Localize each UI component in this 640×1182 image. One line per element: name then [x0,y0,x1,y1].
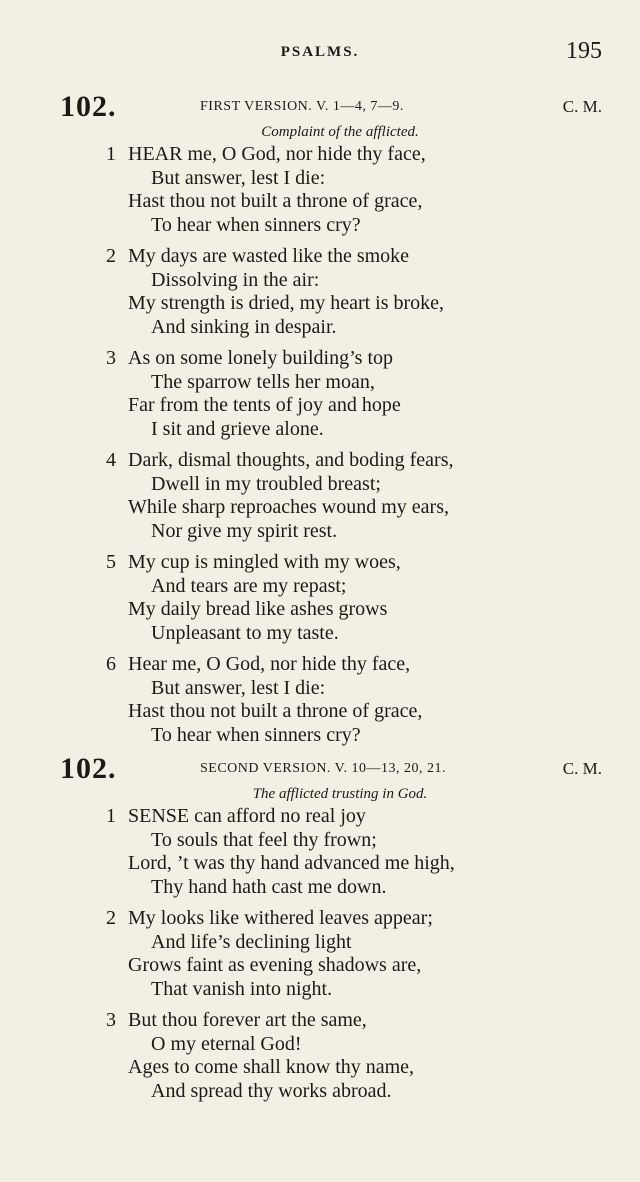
verse-line [0,449,640,473]
verse-line [0,292,640,316]
verse-text: Far from the tents of joy and hope [128,394,401,416]
hymn-number: 102. [60,752,117,785]
hymn-subtitle: Complaint of the afflicted. [261,124,419,140]
verse-line [0,371,640,395]
running-title: PSALMS. [280,44,360,60]
verse-text: Lord, ’t was thy hand advanced me high, [128,852,455,874]
verse-text: As on some lonely building’s top [128,347,393,369]
verse-line [0,978,640,1002]
stanza [0,449,640,543]
stanza [0,143,640,237]
verse-line [0,876,640,900]
stanza-number: 4 [106,449,116,471]
stanza [0,1009,640,1103]
hymn-heading [0,90,640,124]
hymn-meter: C. M. [562,97,602,116]
verse-text: Dwell in my troubled breast; [151,472,381,495]
verse-line [0,852,640,876]
verse-line [0,245,640,269]
stanza-number: 6 [106,653,116,675]
verse-text: Dark, dismal thoughts, and boding fears, [128,449,454,471]
verse-line [0,269,640,293]
verse-text: Ages to come shall know thy name, [128,1056,415,1078]
verse-text: O my eternal God! [151,1032,302,1055]
verse-text: But thou forever art the same, [128,1009,367,1031]
verse-line [0,724,640,748]
verse-text: Grows faint as evening shadows are, [128,954,422,976]
verse-text: My daily bread like ashes grows [128,598,388,620]
verse-line [0,829,640,853]
verse-line [0,622,640,646]
verse-line [0,347,640,371]
verse-text: But answer, lest I die: [151,676,326,699]
verse-text: Thy hand hath cast me down. [151,875,387,898]
verse-line [0,805,640,829]
verse-text: I sit and grieve alone. [151,417,324,440]
stanza-number: 3 [106,1009,116,1031]
hymn-subtitle: The afflicted trusting in God. [252,786,428,802]
stanza [0,653,640,747]
verse-line [0,520,640,544]
verse-text: Nor give my spirit rest. [151,519,338,542]
stanza-number: 1 [106,143,116,165]
verse-line [0,1080,640,1104]
stanza [0,245,640,339]
verse-text: And spread thy works abroad. [151,1079,392,1102]
verse-line [0,190,640,214]
verse-text: My strength is dried, my heart is broke, [128,292,445,314]
stanza [0,551,640,645]
verse-text: That vanish into night. [151,977,333,1000]
verse-text: SENSE can afford no real joy [128,805,366,827]
verse-text: And life’s declining light [151,930,352,953]
verse-line [0,1009,640,1033]
verse-text: Dissolving in the air: [151,268,320,291]
stanza-number: 2 [106,245,116,267]
verse-line [0,1056,640,1080]
verse-line [0,931,640,955]
page-number: 195 [566,38,602,64]
verse-line [0,143,640,167]
verse-line [0,575,640,599]
stanza-list [0,143,640,747]
verse-line [0,496,640,520]
stanza-number: 3 [106,347,116,369]
stanza-number: 5 [106,551,116,573]
verse-line [0,214,640,238]
verse-text: My looks like withered leaves appear; [128,907,433,929]
verse-text: And tears are my repast; [151,574,347,597]
verse-line [0,394,640,418]
verse-text: HEAR me, O God, nor hide thy face, [128,143,426,165]
verse-line [0,1033,640,1057]
verse-line [0,907,640,931]
hymn-second-version [0,752,640,1111]
verse-text: My cup is mingled with my woes, [128,551,401,573]
stanza-number: 2 [106,907,116,929]
hymn-number: 102. [60,90,117,123]
stanza [0,907,640,1001]
verse-line [0,551,640,575]
verse-line [0,316,640,340]
hymn-first-version [0,90,640,755]
hymn-version: FIRST VERSION. V. 1—4, 7—9. [200,99,404,114]
hymn-version: SECOND VERSION. V. 10—13, 20, 21. [200,761,446,776]
verse-line [0,653,640,677]
verse-text: The sparrow tells her moan, [151,370,375,393]
verse-text: While sharp reproaches wound my ears, [128,496,449,518]
verse-line [0,954,640,978]
verse-text: To hear when sinners cry? [151,213,361,236]
verse-line [0,418,640,442]
verse-text: My days are wasted like the smoke [128,245,410,267]
stanza [0,347,640,441]
verse-line [0,598,640,622]
verse-line [0,167,640,191]
hymn-heading [0,752,640,786]
stanza [0,805,640,899]
verse-text: Hear me, O God, nor hide thy face, [128,653,411,675]
verse-text: And sinking in despair. [151,315,337,338]
verse-text: To souls that feel thy frown; [151,828,377,851]
verse-line [0,473,640,497]
stanza-number: 1 [106,805,116,827]
stanza-list [0,805,640,1103]
hymn-meter: C. M. [562,759,602,778]
verse-text: But answer, lest I die: [151,166,326,189]
verse-line [0,700,640,724]
verse-text: Hast thou not built a throne of grace, [128,700,423,722]
verse-text: To hear when sinners cry? [151,723,361,746]
verse-text: Unpleasant to my taste. [151,621,339,644]
verse-text: Hast thou not built a throne of grace, [128,190,423,212]
verse-line [0,677,640,701]
